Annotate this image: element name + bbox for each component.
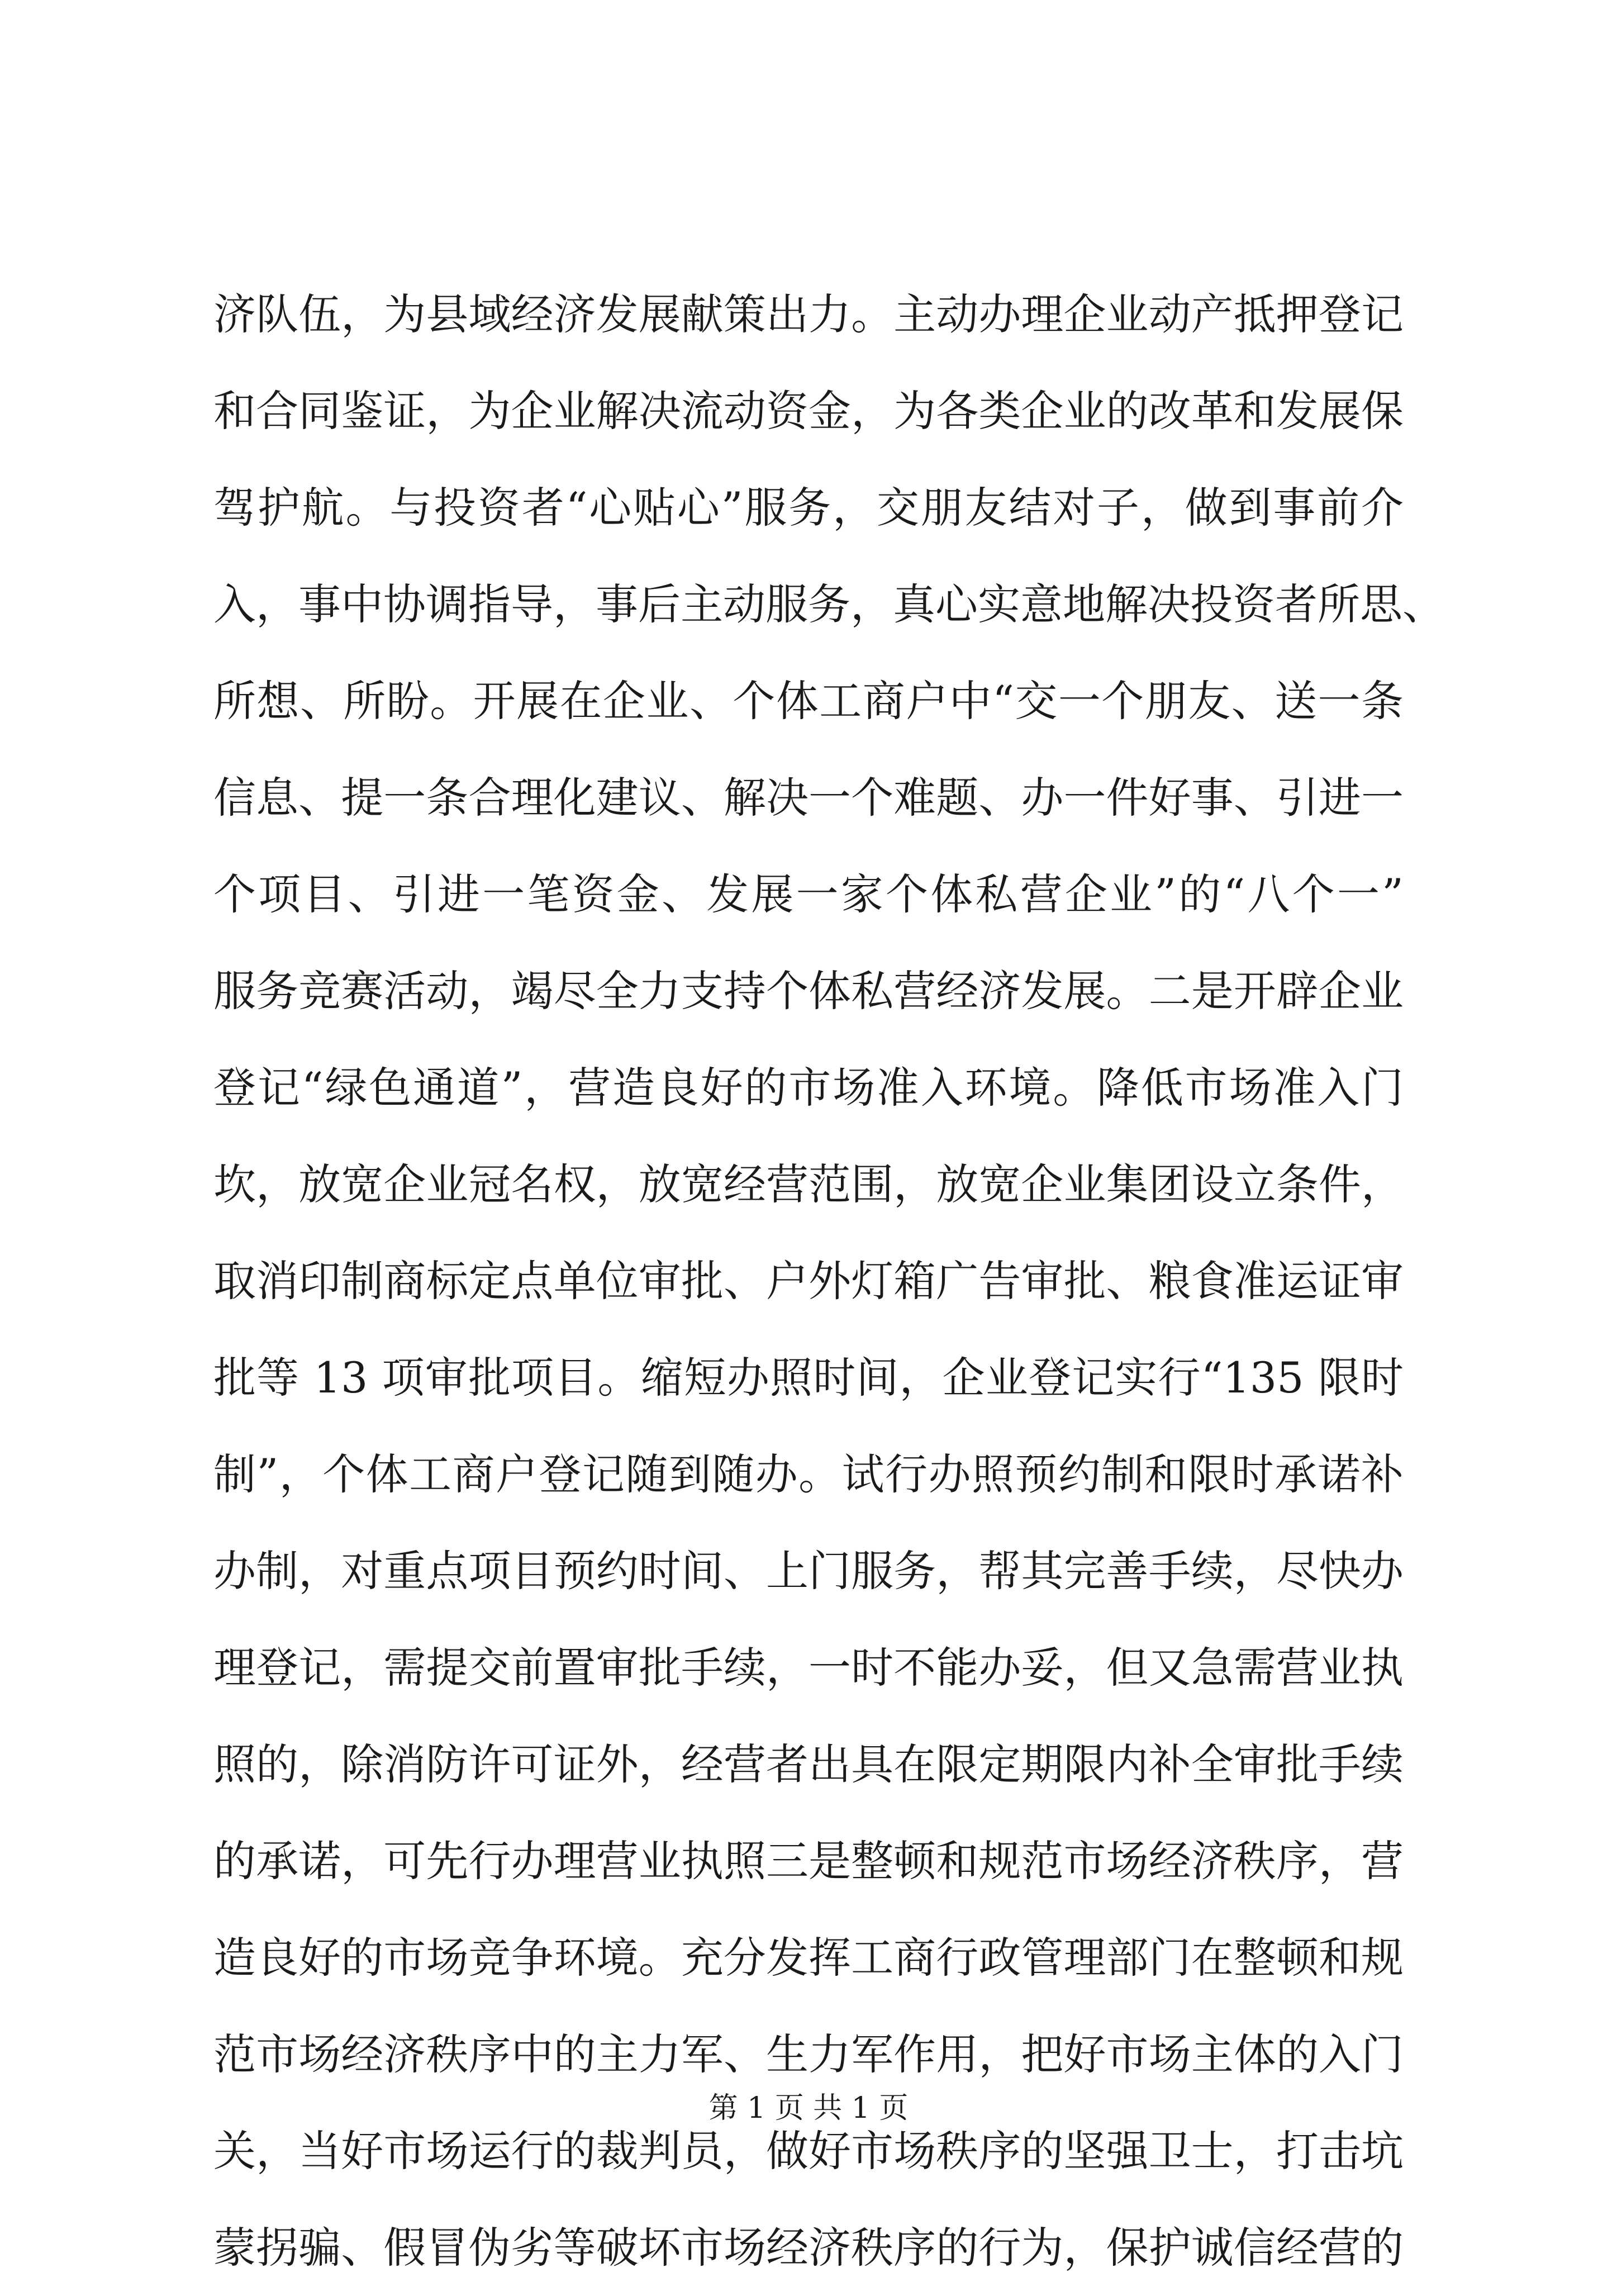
text-line-15: 理登记，需提交前置审批手续，一时不能办妥，但又急需营业执 (213, 1643, 1404, 1693)
text-line-18: 造良好的市场竞争环境。充分发挥工商行政管理部门在整顿和规 (213, 1933, 1404, 1983)
text-line-9: 登记“绿色通道”，营造良好的市场准入环境。降低市场准入门 (213, 1063, 1404, 1113)
page-number-label: 第 1 页 共 1 页 (708, 2091, 909, 2125)
text-line-20: 关，当好市场运行的裁判员，做好市场秩序的坚强卫士，打击坑 (213, 2126, 1404, 2176)
text-line-7: 个项目、引进一笔资金、发展一家个体私营企业”的“八个一” (213, 869, 1404, 919)
text-line-12: 批等 13 项审批项目。缩短办照时间，企业登记实行“135 限时 (213, 1353, 1404, 1403)
text-line-11: 取消印制商标定点单位审批、户外灯箱广告审批、粮食准运证审 (213, 1256, 1404, 1306)
text-line-2: 和合同鉴证，为企业解决流动资金，为各类企业的改革和发展保 (213, 386, 1404, 436)
text-line-8: 服务竞赛活动，竭尽全力支持个体私营经济发展。二是开辟企业 (213, 966, 1404, 1016)
text-line-6: 信息、提一条合理化建议、解决一个难题、办一件好事、引进一 (213, 773, 1404, 823)
text-line-13: 制”，个体工商户登记随到随办。试行办照预约制和限时承诺补 (213, 1449, 1404, 1499)
text-line-4: 入，事中协调指导，事后主动服务，真心实意地解决投资者所思、 (213, 579, 1445, 629)
body-text (213, 266, 1445, 2296)
text-line-17: 的承诺，可先行办理营业执照三是整顿和规范市场经济秩序，营 (213, 1836, 1404, 1886)
page-footer (0, 2086, 1617, 2131)
text-line-21: 蒙拐骗、假冒伪劣等破坏市场经济秩序的行为，保护诚信经营的 (213, 2223, 1404, 2273)
text-line-5: 所想、所盼。开展在企业、个体工商户中“交一个朋友、送一条 (213, 676, 1404, 726)
text-line-16: 照的，除消防许可证外，经营者出具在限定期限内补全审批手续 (213, 1739, 1404, 1789)
text-line-3: 驾护航。与投资者“心贴心”服务，交朋友结对子，做到事前介 (213, 483, 1404, 533)
text-line-1: 济队伍，为县域经济发展献策出力。主动办理企业动产抵押登记 (213, 289, 1404, 339)
text-line-14: 办制，对重点项目预约时间、上门服务，帮其完善手续，尽快办 (213, 1546, 1404, 1596)
text-line-19: 范市场经济秩序中的主力军、生力军作用，把好市场主体的入门 (213, 2029, 1404, 2079)
text-line-10: 坎，放宽企业冠名权，放宽经营范围，放宽企业集团设立条件， (213, 1159, 1404, 1209)
